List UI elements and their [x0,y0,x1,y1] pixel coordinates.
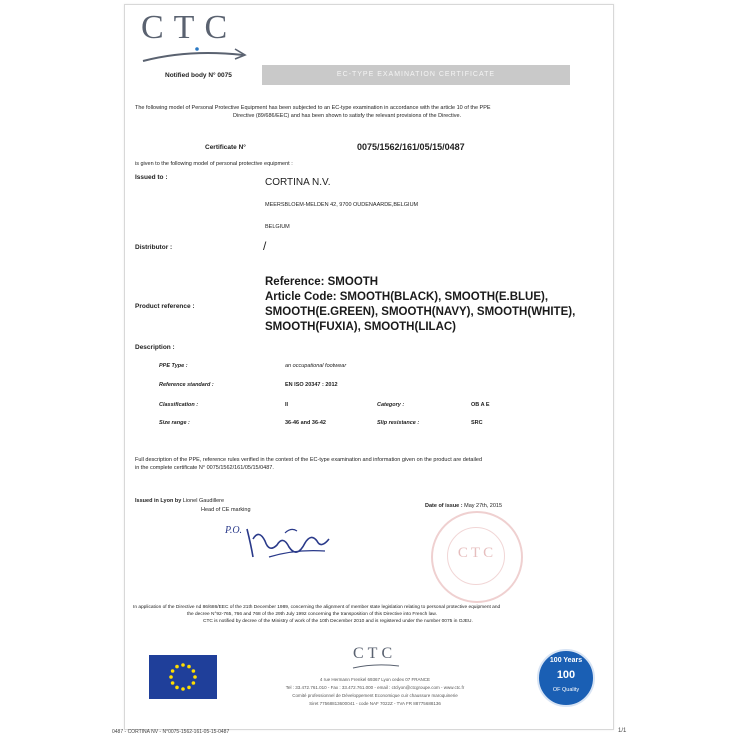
issued-in-label: Issued in Lyon by [135,498,182,504]
intro-line-2: Directive (89/686/EEC) and has been shown to satisfy the relevant provisions of the Directive. [233,113,462,119]
notified-body: Notified body N° 0075 [165,72,232,79]
bottom-reference: 0487 - CORTINA NV - N°0075-1562-161-05-15-0487 [112,729,230,735]
category-value: OB A E [471,402,490,408]
classification-value: II [285,402,289,408]
description-label: Description : [135,344,175,351]
badge-bottom-text: OF Quality [552,687,580,693]
product-reference: Reference: SMOOTH [265,276,379,288]
issued-to-label: Issued to : [135,174,168,181]
date-of-issue [425,502,502,510]
issued-to-address: MEERSBLOEM-MELDEN 42, 9700 OUDENAARDE,BELGIUM [265,202,419,208]
signer-name: Lionel Gaudillere [182,498,225,504]
footer-line-1: 4 rue Hermann Frenkel 69367 Lyon cedex 07 FRANCE [319,677,431,682]
footer-ctc-logo: CTC [353,645,397,662]
ctc-logo [141,9,237,47]
eu-flag-icon [149,655,217,699]
size-range-label: Size range : [159,420,190,426]
full-description-line-2: in the complete certificate N° 0075/1562/161/05/15/0487. [135,465,274,471]
footer-line-2: Tel : 33.472.761.010 - Fax : 33.472.761.000 - email : ctclyon@ctcgroupe.com - www.ctc.fr [285,685,465,690]
legal-line-3: CTC is notified by decree of the Ministry of work of the 10th December 2010 and is registered under the number 0075 in OJEU. [203,619,473,624]
ppe-type-label: PPE Type : [159,363,188,369]
page-number: 1/1 [618,728,627,734]
date-value: May 27th, 2015 [464,503,503,509]
official-stamp [431,511,523,603]
footer-swoosh-icon [351,662,401,670]
category-label: Category : [377,402,405,408]
signature-icon [225,519,335,565]
eu-stars-icon [149,655,217,699]
article-code-line-2: SMOOTH(E.GREEN), SMOOTH(NAVY), SMOOTH(WHITE), [265,306,576,318]
slip-resistance-value: SRC [471,420,483,426]
distributor-label: Distributor : [135,244,173,251]
footer-line-3: Comité professionnel de Développement Economique cuir chaussure maroquinerie [292,693,458,698]
badge-top-text: 100 Years [549,657,583,664]
reference-standard-label: Reference standard : [159,382,214,388]
slip-resistance-label: Slip resistance : [377,420,420,426]
footer-line-4: Siret 77568813600041 - code NAF 7022Z - TVA FR 88775688136 [309,701,441,706]
date-label: Date of issue : [425,503,463,509]
ctc-logo-swoosh-icon [139,43,249,65]
product-reference-label: Product reference : [135,303,195,310]
distributor-value: / [263,239,267,253]
issued-in [135,497,224,505]
badge-mid-text: 100 [556,669,576,681]
signer-role: Head of CE marking [201,507,251,513]
reference-standard-value: EN ISO 20347 : 2012 [285,382,338,388]
classification-label: Classification : [159,402,199,408]
article-code-line-3: SMOOTH(FUXIA), SMOOTH(LILAC) [265,321,457,333]
ctc-logo-text: CTC [141,9,238,46]
stamp-text: CTC [457,545,497,561]
issued-to-name: CORTINA N.V. [265,177,331,188]
legal-line-2: the decree N°92-765, 766 and 768 of the 29th July 1992 concerning the transposition of this Directive into French law. [187,612,437,617]
certificate-page [124,4,614,730]
certificate-number: 0075/1562/161/05/15/0487 [357,142,465,152]
100-years-badge [537,649,595,707]
certificate-banner: EC-TYPE EXAMINATION CERTIFICATE [262,65,570,85]
certificate-label: Certificate N° [205,144,246,151]
legal-line-1: In application of the Directive nd 86/686/EEC of the 21th December 1989, concerning the alignment of member state legislation relating to personal protective equipment and [133,605,501,610]
svg-text:P.O.: P.O. [225,525,243,536]
issued-to-country: BELGIUM [265,224,290,230]
ppe-type-value: an occupational footwear [285,363,347,369]
given-to-text: is given to the following model of personal protective equipment : [135,161,293,167]
size-range-value: 36-46 and 36-42 [285,420,326,426]
article-code-line-1: Article Code: SMOOTH(BLACK), SMOOTH(E.BLUE), [265,291,549,303]
full-description-line-1: Full description of the PPE, reference rules verified in the context of the EC-type examination and information given on the product are detailed [135,457,483,463]
intro-line-1: The following model of Personal Protective Equipment has been subjected to an EC-type examination in accordance with the article 10 of the PPE [135,105,491,111]
